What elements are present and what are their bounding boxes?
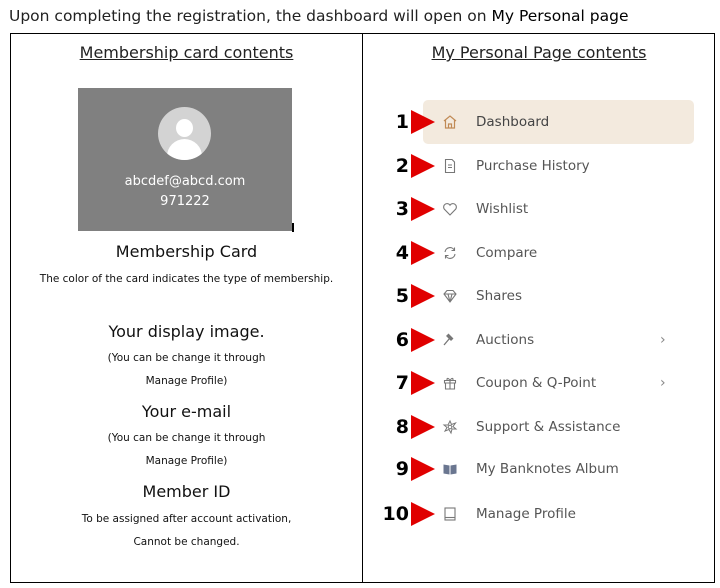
chevron-right-icon[interactable]: › [660, 375, 666, 391]
diamond-icon [441, 287, 459, 305]
red-arrow-icon [411, 457, 435, 481]
menu-item-support[interactable] [363, 412, 715, 442]
menu-item-label: Dashboard [476, 114, 550, 130]
intro-prefix: Upon completing the registration, the dashboard will open on [9, 7, 492, 25]
membership-card [78, 88, 292, 231]
menu-item-auctions[interactable] [363, 325, 715, 355]
item-number: 9 [395, 458, 409, 480]
card-corner-mark [292, 223, 294, 232]
red-arrow-icon [411, 197, 435, 221]
card-member-id: 971222 [160, 194, 210, 209]
menu-item-label: Wishlist [476, 201, 529, 217]
red-arrow-icon [411, 284, 435, 308]
menu-item-wishlist[interactable] [363, 194, 715, 224]
red-arrow-icon [411, 502, 435, 526]
item-number: 4 [395, 242, 409, 264]
item-number: 6 [395, 329, 409, 351]
display-image-heading: Your display image. [108, 322, 265, 341]
membership-card-title: Membership card contents [79, 43, 294, 62]
display-image-note-line1: (You can be change it through [107, 352, 266, 364]
item-number: 3 [395, 198, 409, 220]
document-icon [441, 157, 459, 175]
contents-table [10, 33, 715, 583]
support-icon [441, 418, 459, 436]
email-heading: Your e-mail [141, 402, 232, 421]
gift-icon [441, 374, 459, 392]
chevron-right-icon[interactable]: › [660, 332, 666, 348]
card-email: abcdef@abcd.com [124, 174, 246, 189]
item-number: 5 [395, 285, 409, 307]
intro-page-name: My Personal page [491, 7, 629, 25]
menu-item-compare[interactable] [363, 238, 715, 268]
email-note-line2: Manage Profile) [145, 455, 228, 467]
refresh-icon [441, 244, 459, 262]
member-id-note-line1: To be assigned after account activation, [81, 513, 292, 525]
item-number: 2 [395, 155, 409, 177]
menu-item-label: Purchase History [476, 158, 590, 174]
menu-item-manage-profile[interactable] [363, 499, 715, 529]
menu-item-label: My Banknotes Album [476, 461, 619, 477]
profile-icon [441, 505, 459, 523]
red-arrow-icon [411, 241, 435, 265]
menu-item-label: Shares [476, 288, 522, 304]
gavel-icon [441, 331, 459, 349]
membership-card-heading: Membership Card [115, 242, 258, 261]
member-id-heading: Member ID [142, 482, 231, 501]
menu-item-label: Compare [476, 245, 538, 261]
item-number: 1 [395, 111, 409, 133]
menu-item-label: Auctions [476, 332, 535, 348]
menu-item-banknotes-album[interactable] [363, 454, 715, 484]
display-image-note-line2: Manage Profile) [145, 375, 228, 387]
menu-item-label: Manage Profile [476, 506, 576, 522]
email-note-line1: (You can be change it through [107, 432, 266, 444]
menu-item-shares[interactable] [363, 281, 715, 311]
red-arrow-icon [411, 110, 435, 134]
menu-item-label: Coupon & Q-Point [476, 375, 597, 391]
red-arrow-icon [411, 154, 435, 178]
personal-page-title: My Personal Page contents [431, 43, 647, 62]
book-icon [441, 460, 459, 478]
home-icon [441, 113, 459, 131]
menu-item-purchase-history[interactable] [363, 151, 715, 181]
red-arrow-icon [411, 328, 435, 352]
membership-card-note: The color of the card indicates the type of membership. [39, 273, 334, 285]
member-id-note-line2: Cannot be changed. [133, 536, 240, 548]
item-number: 8 [395, 416, 409, 438]
red-arrow-icon [411, 371, 435, 395]
membership-card-column [11, 34, 362, 582]
menu-item-coupon[interactable] [363, 368, 715, 398]
avatar-icon [158, 107, 211, 160]
item-number: 7 [395, 372, 409, 394]
personal-page-column [363, 34, 715, 582]
heart-icon [441, 200, 459, 218]
red-arrow-icon [411, 415, 435, 439]
item-number: 10 [382, 503, 409, 525]
intro-text [9, 7, 629, 25]
menu-item-label: Support & Assistance [476, 419, 621, 435]
menu-item-dashboard[interactable] [363, 107, 715, 137]
